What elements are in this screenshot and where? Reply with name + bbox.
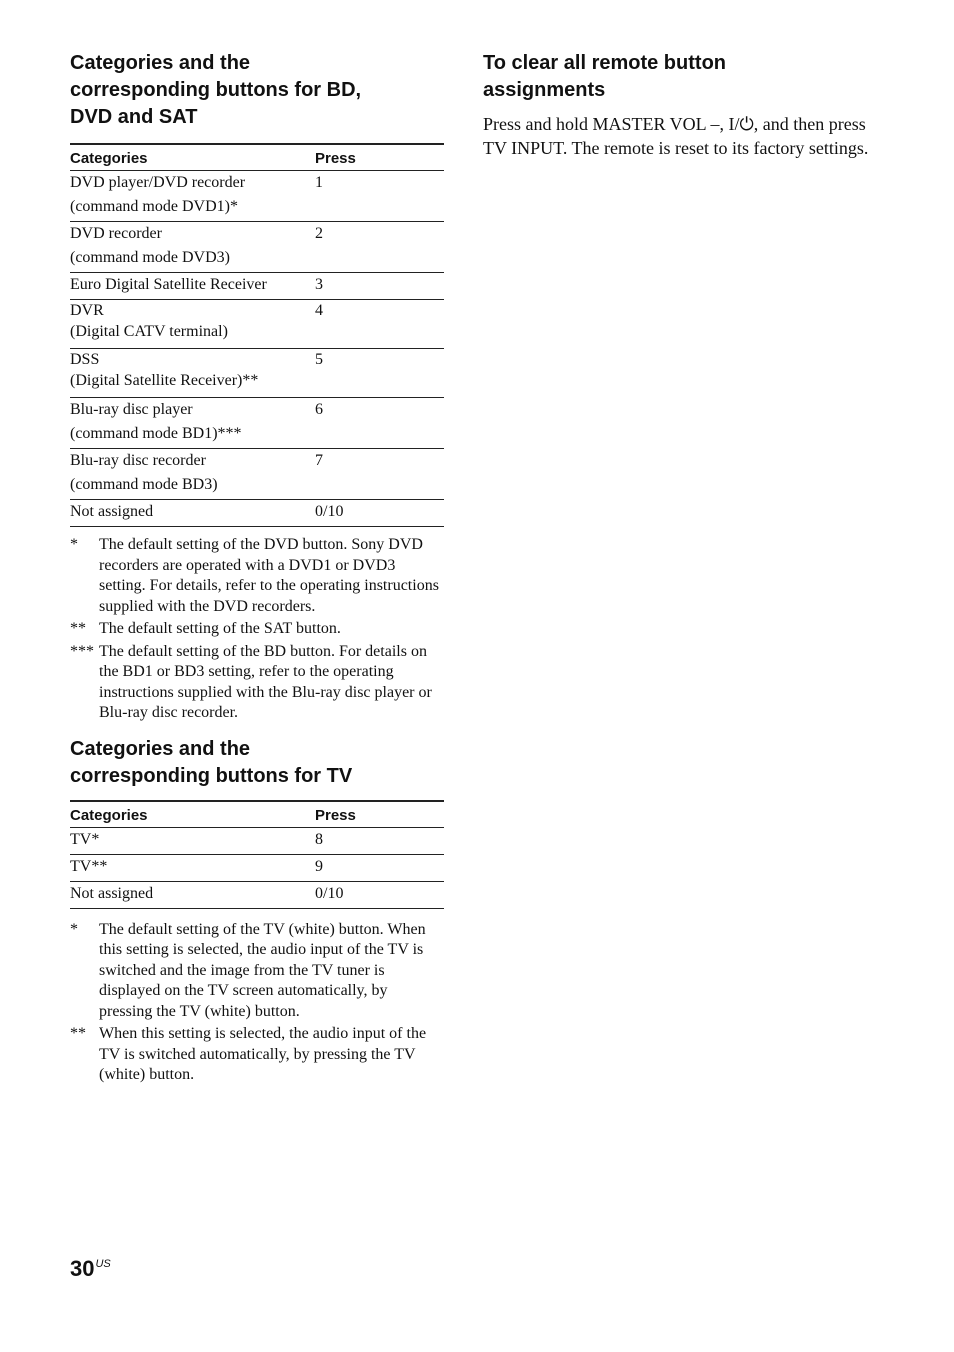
table-row: TV* 8 (70, 827, 444, 854)
table-row: DVD player/DVD recorder (command mode DVD1)* 1 (70, 171, 444, 222)
table-row: DVR (Digital CATV terminal) 4 (70, 300, 444, 349)
column-header-press: Press (315, 801, 444, 828)
table-row: Blu-ray disc player (command mode BD1)*** 6 (70, 398, 444, 449)
right-column (483, 50, 873, 160)
table-row: Euro Digital Satellite Receiver 3 (70, 273, 444, 300)
footnote: *** The default setting of the BD button. For details on the BD1 or BD3 setting, refer to the operating instructions supplied with the Blu-ray disc player or Blu-ray disc recorder. (70, 642, 432, 721)
table-row: Not assigned 0/10 (70, 500, 444, 527)
footnotes-bd-dvd-sat (70, 535, 444, 724)
bd-dvd-sat-table (70, 143, 444, 527)
left-column (70, 50, 444, 1088)
table-row: Not assigned 0/10 (70, 881, 444, 908)
clear-instructions: Press and hold MASTER VOL –, I/⏻, and then press TV INPUT. The remote is reset to its factory settings. (483, 114, 869, 158)
footnote: * The default setting of the DVD button. Sony DVD recorders are operated with a DVD1 or DVD3 setting. For details, refer to the operating instructions supplied with the DVD recorders. (70, 536, 439, 615)
footnote: ** The default setting of the SAT button. (70, 620, 341, 637)
column-header-categories: Categories (70, 144, 315, 171)
footnote: * The default setting of the TV (white) button. When this setting is selected, the audio input of the TV is switched and the image from the TV tuner is displayed on the TV screen automatically, by pressing the TV (white) button. (70, 920, 426, 1020)
region-suffix: US (95, 1258, 111, 1270)
table-row: DVD recorder (command mode DVD3) 2 (70, 222, 444, 273)
column-header-categories: Categories (70, 801, 315, 828)
tv-table (70, 800, 444, 909)
section-heading-clear-assignments: To clear all remote button assignments (483, 52, 726, 101)
section-heading-bd-dvd-sat: Categories and the corresponding buttons for BD, DVD and SAT (70, 52, 362, 128)
page-number: $30^{US}$ (70, 1256, 111, 1281)
table-row: TV** 9 (70, 854, 444, 881)
section-heading-tv: Categories and the corresponding buttons for TV (70, 737, 353, 787)
footnotes-tv (70, 920, 444, 1086)
table-row: Blu-ray disc recorder (command mode BD3) 7 (70, 449, 444, 500)
table-row: DSS (Digital Satellite Receiver)** 5 (70, 349, 444, 398)
column-header-press: Press (315, 144, 444, 171)
footnote: ** When this setting is selected, the audio input of the TV is switched automatically, by pressing the TV (white) button. (70, 1025, 427, 1083)
